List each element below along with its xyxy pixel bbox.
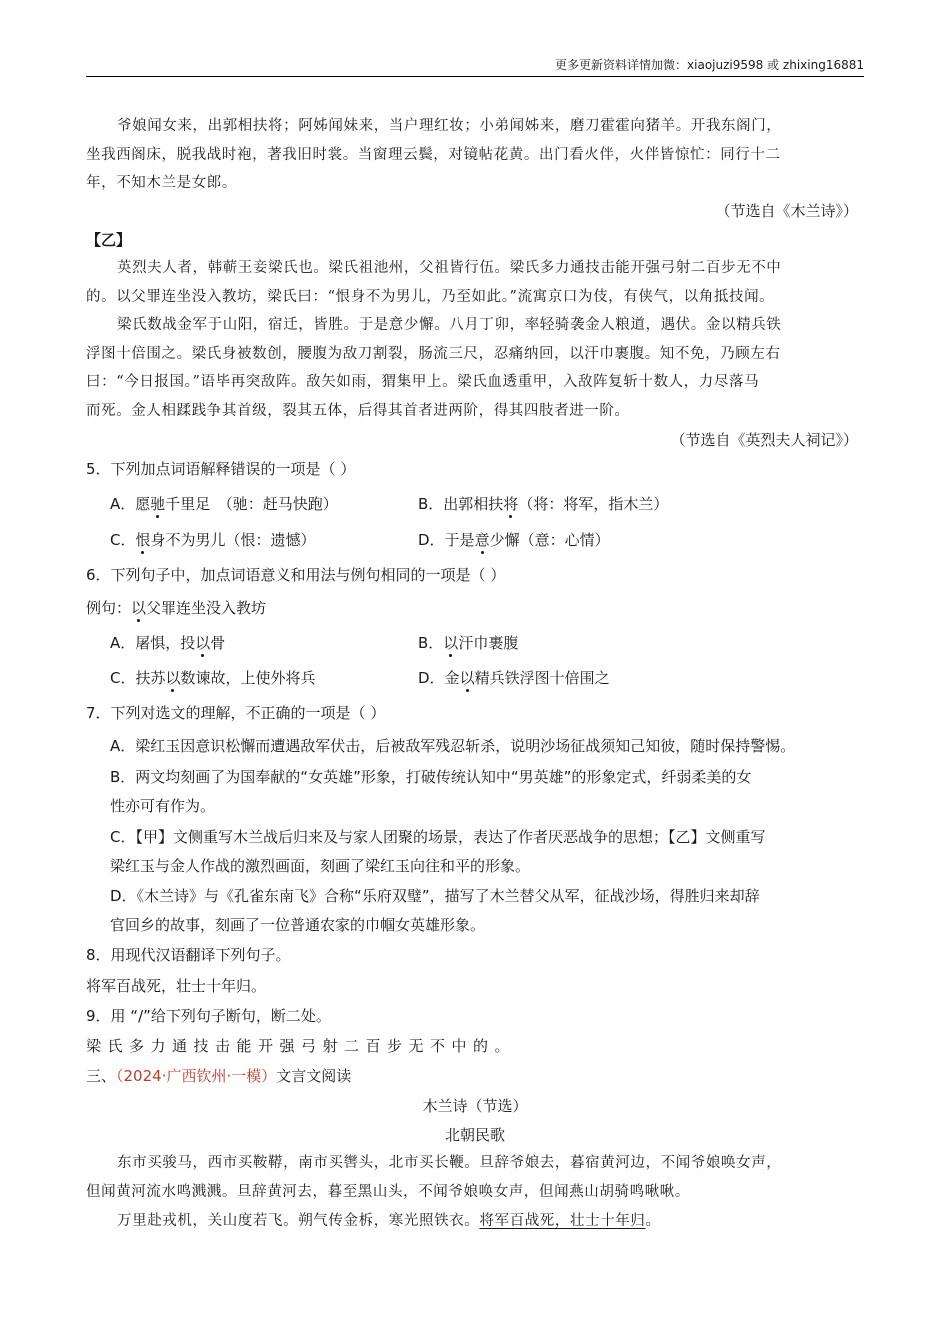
passage-a-source: （节选自《木兰诗》） [715, 202, 858, 220]
option-text: 数谏故，上使外将兵 [180, 669, 316, 687]
page-header [86, 56, 864, 77]
q6-example [86, 597, 266, 619]
option-text: B．出郭相扶 [418, 495, 504, 513]
passage-b-line: 英烈夫人者，韩蕲王妾梁氏也。梁氏祖池州，父祖皆行伍。梁氏多力通技击能开强弓射二百步无不中 [117, 260, 782, 276]
option-text: 少懈（意：心情） [489, 531, 610, 549]
poem-title: 木兰诗（节选） [422, 1097, 528, 1115]
poem-line: 东市买骏马，西市买鞍鞯，南市买辔头，北市买长鞭。旦辞爷娘去，暮宿黄河边，不闻爷娘唤女声， [117, 1155, 782, 1171]
poem-text: 万里赴戎机，关山度若飞。朔气传金柝，寒光照铁衣。 [117, 1213, 480, 1229]
dotted-word: 以 [165, 669, 181, 687]
example-text: 例句： [86, 599, 132, 617]
q5-option-d [418, 529, 610, 551]
q7-option-b: B．两文均刻画了为国奉献的“女英雄”形象，打破传统认知中“男英雄”的形象定式，纤弱柔美的女 [110, 768, 752, 786]
question-5-stem: 5．下列加点词语解释错误的一项是（ ） [86, 460, 356, 478]
question-8-stem: 8．用现代汉语翻译下列句子。 [86, 946, 291, 964]
option-text: A．屠惧，投 [110, 634, 196, 652]
section-source: （2024·广西钦州·一模） [116, 1067, 277, 1085]
q9-sentence: 梁氏多力通技击能开强弓射二百步无不中的。 [86, 1037, 517, 1055]
option-text: （将：将军，指木兰） [518, 495, 669, 513]
passage-b-line: 浮图十倍围之。梁氏身被数创，腰腹为敌刀割裂，肠流三尺，忍痛纳回，以汗巾裹腹。知不免，乃顾左右 [86, 346, 781, 362]
q7-option-c: C．【甲】文侧重写木兰战后归来及与家人团聚的场景，表达了作者厌恶战争的思想；【乙】文侧重写 [110, 828, 766, 846]
dotted-word: 以 [195, 634, 211, 652]
section-number: 三、 [86, 1067, 117, 1085]
q6-option-b [418, 632, 518, 654]
question-6-stem: 6．下列句子中，加点词语意义和用法与例句相同的一项是（ ） [86, 566, 506, 584]
option-text: C．扶苏 [110, 669, 166, 687]
passage-b-line: 的。以父罪连坐没入教坊，梁氏曰：“恨身不为男儿，乃至如此。”流寓京口为伎，有侠气，以角抵技闻。 [86, 289, 775, 305]
q6-option-d [418, 667, 610, 689]
passage-b-line: 而死。金人相蹂践争其首级，裂其五体，后得其首者进两阶，得其四肢者进一阶。 [86, 403, 630, 419]
passage-b-label: 【乙】 [86, 231, 132, 249]
example-text: 父罪连坐没入教坊 [146, 599, 267, 617]
passage-a-line: 坐我西阁床，脱我战时袍，著我旧时裳。当窗理云鬓，对镜帖花黄。出门看火伴，火伴皆惊忙：同行十二 [86, 147, 781, 163]
question-9-stem: 9．用 “/”给下列句子断句，断二处。 [86, 1007, 331, 1025]
option-text: 身不为男儿（恨：遗憾） [150, 531, 316, 549]
q5-option-c [110, 529, 316, 551]
underlined-sentence: 将军百战死，壮士十年归 [479, 1213, 646, 1229]
dotted-word: 以 [459, 669, 475, 687]
dotted-word: 恨 [135, 531, 151, 549]
passage-b-line: 梁氏数战金军于山阳，宿迁，皆胜。于是意少懈。八月丁卯，率轻骑袭金人粮道，遇伏。金以精兵铁 [117, 317, 782, 333]
option-text: D．金 [418, 669, 460, 687]
dotted-word: 驰 [150, 495, 166, 513]
option-text: 骨 [210, 634, 226, 652]
option-text: C． [110, 531, 136, 549]
dotted-word: 以 [443, 634, 459, 652]
q7-option-b-cont: 性亦可有作为。 [110, 797, 216, 815]
q6-option-c [110, 667, 316, 689]
section-3-heading [86, 1065, 351, 1087]
option-text: 千里足 （驰：赶马快跑） [165, 495, 338, 513]
option-text: A．愿 [110, 495, 151, 513]
q8-sentence: 将军百战死，壮士十年归。 [86, 977, 267, 995]
q5-option-b [418, 493, 668, 515]
option-text: 汗巾裹腹 [458, 634, 519, 652]
passage-b-line: 曰：“今日报国。”语毕再突敌阵。敌矢如雨，猬集甲上。梁氏血透重甲，入敌阵复斩十数人，力尽落马 [86, 374, 760, 390]
header-contact-text: 更多更新资料详情加微：xiaojuzi9598 或 zhixing16881 [555, 58, 864, 72]
option-text: 精兵铁浮图十倍围之 [474, 669, 610, 687]
q7-option-c-cont: 梁红玉与金人作战的激烈画面，刻画了梁红玉向往和平的形象。 [110, 857, 531, 875]
q6-option-a [110, 632, 225, 654]
q5-option-a [110, 493, 338, 515]
poem-line: 但闻黄河流水鸣溅溅。旦辞黄河去，暮至黑山头，不闻爷娘唤女声，但闻燕山胡骑鸣啾啾。 [86, 1184, 690, 1200]
question-7-stem: 7．下列对选文的理解，不正确的一项是（ ） [86, 704, 386, 722]
poem-line [117, 1210, 661, 1232]
q7-option-d: D．《木兰诗》与《孔雀东南飞》合称“乐府双璧”，描写了木兰替父从军，征战沙场，得胜归来却辞 [110, 887, 760, 905]
q7-option-d-cont: 官回乡的故事，刻画了一位普通农家的巾帼女英雄形象。 [110, 916, 486, 934]
passage-b-source: （节选自《英烈夫人祠记》） [670, 431, 858, 449]
section-title: 文言文阅读 [276, 1067, 352, 1085]
passage-a-line: 爷娘闻女来，出郭相扶将；阿姊闻妹来，当户理红妆；小弟闻姊来，磨刀霍霍向猪羊。开我东阁门， [117, 118, 782, 134]
option-text: B． [418, 634, 444, 652]
q7-option-a: A．梁红玉因意识松懈而遭遇敌军伏击，后被敌军残忍斩杀，说明沙场征战须知己知彼，随时保持警惕。 [110, 737, 796, 755]
dotted-word: 以 [131, 599, 147, 617]
dotted-word: 将 [503, 495, 519, 513]
poem-text: 。 [645, 1213, 661, 1229]
poem-author: 北朝民歌 [444, 1126, 505, 1144]
option-text: D．于是 [418, 531, 475, 549]
dotted-word: 意 [474, 531, 490, 549]
passage-a-line: 年，不知木兰是女郎。 [86, 175, 237, 191]
